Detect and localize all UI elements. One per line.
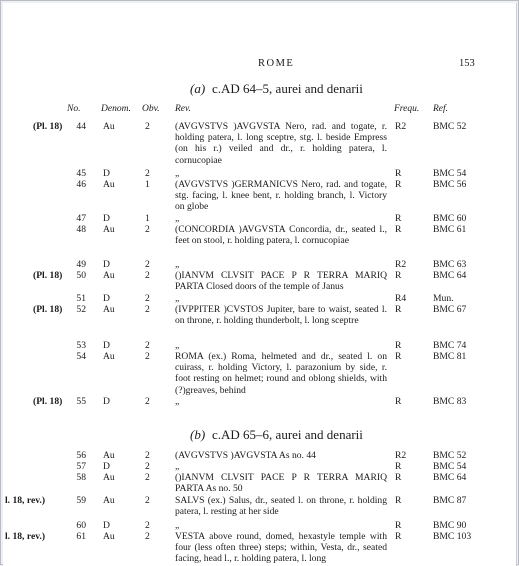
frequency: R bbox=[395, 304, 402, 315]
reference: BMC 56 bbox=[433, 179, 467, 190]
frequency: R2 bbox=[395, 121, 407, 132]
obverse: 2 bbox=[145, 293, 150, 304]
frequency: R bbox=[395, 461, 402, 472]
obverse: 2 bbox=[145, 520, 150, 531]
reverse-description: „ bbox=[175, 396, 180, 407]
reverse-description: (AVGVSTVS )AVGVSTA Nero, rad. and togate, r. holding patera, l. long sceptre, stg. l. beside Empress (on his r.) veiled and dr., r. holding patera, l. cornucopiae bbox=[175, 121, 387, 166]
reference: BMC 63 bbox=[433, 259, 467, 270]
coin-number: 59 bbox=[76, 495, 86, 506]
obverse: 2 bbox=[145, 495, 150, 506]
coin-number: 52 bbox=[76, 304, 86, 315]
coin-number: 51 bbox=[76, 293, 86, 304]
denomination: D bbox=[103, 168, 110, 179]
frequency: R bbox=[395, 351, 402, 362]
reference: BMC 64 bbox=[433, 270, 467, 281]
reverse-description: „ bbox=[175, 461, 180, 472]
frequency: R bbox=[395, 224, 402, 235]
col-rev: Rev. bbox=[175, 104, 191, 114]
reference: BMC 103 bbox=[433, 531, 472, 542]
denomination: Au bbox=[103, 179, 115, 190]
denomination: D bbox=[103, 461, 110, 472]
obverse: 2 bbox=[145, 121, 150, 132]
obverse: 2 bbox=[145, 351, 150, 362]
denomination: Au bbox=[103, 304, 115, 315]
col-no: No. bbox=[67, 104, 81, 114]
denomination: Au bbox=[103, 121, 115, 132]
denomination: Au bbox=[103, 450, 115, 461]
section-label: (a) bbox=[190, 81, 206, 96]
coin-number: 58 bbox=[76, 472, 86, 483]
denomination: Au bbox=[103, 472, 115, 483]
reverse-description: (AVGVSTVS )GERMANICVS Nero, rad. and togate, stg. facing, l. knee bent, r. holding branch, l. Victory on globe bbox=[175, 179, 387, 213]
reverse-description: (IVPPITER )CVSTOS Jupiter, bare to waist, seated l. on throne, r. holding thunderbolt, l. long sceptre bbox=[175, 304, 387, 327]
denomination: D bbox=[103, 396, 110, 407]
reference: BMC 81 bbox=[433, 351, 467, 362]
denomination: D bbox=[103, 213, 110, 224]
coin-number: 44 bbox=[76, 121, 86, 132]
frequency: R bbox=[395, 270, 402, 281]
coin-number: 45 bbox=[76, 168, 86, 179]
frequency: R bbox=[395, 168, 402, 179]
coin-number: 57 bbox=[76, 461, 86, 472]
frequency: R2 bbox=[395, 259, 407, 270]
obverse: 2 bbox=[145, 472, 150, 483]
frequency: R bbox=[395, 179, 402, 190]
denomination: D bbox=[103, 340, 110, 351]
plate-ref: (Pl. 18) bbox=[33, 396, 63, 407]
frequency: R bbox=[395, 396, 402, 407]
obverse: 2 bbox=[145, 304, 150, 315]
reference: BMC 54 bbox=[433, 168, 467, 179]
coin-number: 55 bbox=[76, 396, 86, 407]
reference: BMC 67 bbox=[433, 304, 467, 315]
obverse: 2 bbox=[145, 224, 150, 235]
coin-number: 53 bbox=[76, 340, 86, 351]
reference: BMC 52 bbox=[433, 121, 467, 132]
reverse-description: (AVGVSTVS )AVGVSTA As no. 44 bbox=[175, 450, 316, 461]
plate-ref: (Pl. 18) bbox=[33, 304, 63, 315]
frequency: R bbox=[395, 213, 402, 224]
col-obv: Obv. bbox=[142, 104, 160, 114]
denomination: D bbox=[103, 520, 110, 531]
obverse: 2 bbox=[145, 396, 150, 407]
reverse-description: „ bbox=[175, 340, 180, 351]
denomination: Au bbox=[103, 351, 115, 362]
obverse: 1 bbox=[145, 179, 150, 190]
running-title: ROME bbox=[258, 58, 295, 69]
obverse: 1 bbox=[145, 213, 150, 224]
obverse: 2 bbox=[145, 450, 150, 461]
section-label: (b) bbox=[190, 427, 206, 442]
reference: BMC 74 bbox=[433, 340, 467, 351]
coin-number: 56 bbox=[76, 450, 86, 461]
reference: BMC 64 bbox=[433, 472, 467, 483]
coin-number: 46 bbox=[76, 179, 86, 190]
reference: BMC 60 bbox=[433, 213, 467, 224]
section-title: c.AD 65–6, aurei and denarii bbox=[212, 427, 363, 442]
reverse-description: „ bbox=[175, 168, 180, 179]
reference: BMC 87 bbox=[433, 495, 467, 506]
reference: BMC 54 bbox=[433, 461, 467, 472]
reference: Mun. bbox=[433, 293, 454, 304]
denomination: D bbox=[103, 259, 110, 270]
reverse-description: „ bbox=[175, 259, 180, 270]
col-ref: Ref. bbox=[433, 104, 449, 114]
reverse-description: „ bbox=[175, 293, 180, 304]
denomination: Au bbox=[103, 531, 115, 542]
coin-number: 48 bbox=[76, 224, 86, 235]
denomination: Au bbox=[103, 224, 115, 235]
reverse-description: VESTA above round, domed, hexastyle temple with four (less often three) steps; within, Vesta, dr., seated facing, head l., r. holding patera, l. long bbox=[175, 531, 387, 565]
obverse: 2 bbox=[145, 340, 150, 351]
page-number: 153 bbox=[459, 58, 475, 69]
reference: BMC 90 bbox=[433, 520, 467, 531]
reverse-description: „ bbox=[175, 520, 180, 531]
reverse-description: „ bbox=[175, 213, 180, 224]
plate-ref: (Pl. 18) bbox=[33, 121, 63, 132]
coin-number: 49 bbox=[76, 259, 86, 270]
frequency: R4 bbox=[395, 293, 407, 304]
denomination: Au bbox=[103, 495, 115, 506]
coin-number: 60 bbox=[76, 520, 86, 531]
obverse: 2 bbox=[145, 270, 150, 281]
reverse-description: ROMA (ex.) Roma, helmeted and dr., seated l. on cuirass, r. holding Victory, l. parazonium by side, r. foot resting on helmet; round and oblong shields, with (?)greaves, behind bbox=[175, 351, 387, 396]
obverse: 2 bbox=[145, 461, 150, 472]
obverse: 2 bbox=[145, 531, 150, 542]
denomination: D bbox=[103, 293, 110, 304]
coin-number: 61 bbox=[76, 531, 86, 542]
reference: BMC 61 bbox=[433, 224, 467, 235]
frequency: R bbox=[395, 472, 402, 483]
section-title: c.AD 64–5, aurei and denarii bbox=[212, 81, 363, 96]
denomination: Au bbox=[103, 270, 115, 281]
frequency: R2 bbox=[395, 450, 407, 461]
frequency: R bbox=[395, 531, 402, 542]
frequency: R bbox=[395, 520, 402, 531]
reference: BMC 52 bbox=[433, 450, 467, 461]
plate-ref: l. 18, rev.) bbox=[5, 495, 46, 506]
obverse: 2 bbox=[145, 259, 150, 270]
coin-number: 47 bbox=[76, 213, 86, 224]
running-header bbox=[3, 58, 516, 72]
reverse-description: ()IANVM CLVSIT PACE P R TERRA MARIQ PARTA As no. 50 bbox=[175, 472, 387, 495]
frequency: R bbox=[395, 340, 402, 351]
frequency: R bbox=[395, 495, 402, 506]
col-denom: Denom. bbox=[101, 104, 131, 114]
coin-number: 50 bbox=[76, 270, 86, 281]
column-headers bbox=[3, 104, 516, 116]
document-page bbox=[3, 3, 517, 566]
reference: BMC 83 bbox=[433, 396, 467, 407]
coin-number: 54 bbox=[76, 351, 86, 362]
obverse: 2 bbox=[145, 168, 150, 179]
col-frequ: Frequ. bbox=[394, 104, 420, 114]
reverse-description: (CONCORDIA )AVGVSTA Concordia, dr., seated l., feet on stool, r. holding patera, l. cornucopiae bbox=[175, 224, 387, 247]
plate-ref: l. 18, rev.) bbox=[5, 531, 46, 542]
reverse-description: ()IANVM CLVSIT PACE P R TERRA MARIQ PARTA Closed doors of the temple of Janus bbox=[175, 270, 387, 293]
plate-ref: (Pl. 18) bbox=[33, 270, 63, 281]
reverse-description: SALVS (ex.) Salus, dr., seated l. on throne, r. holding patera, l. resting at her side bbox=[175, 495, 387, 518]
